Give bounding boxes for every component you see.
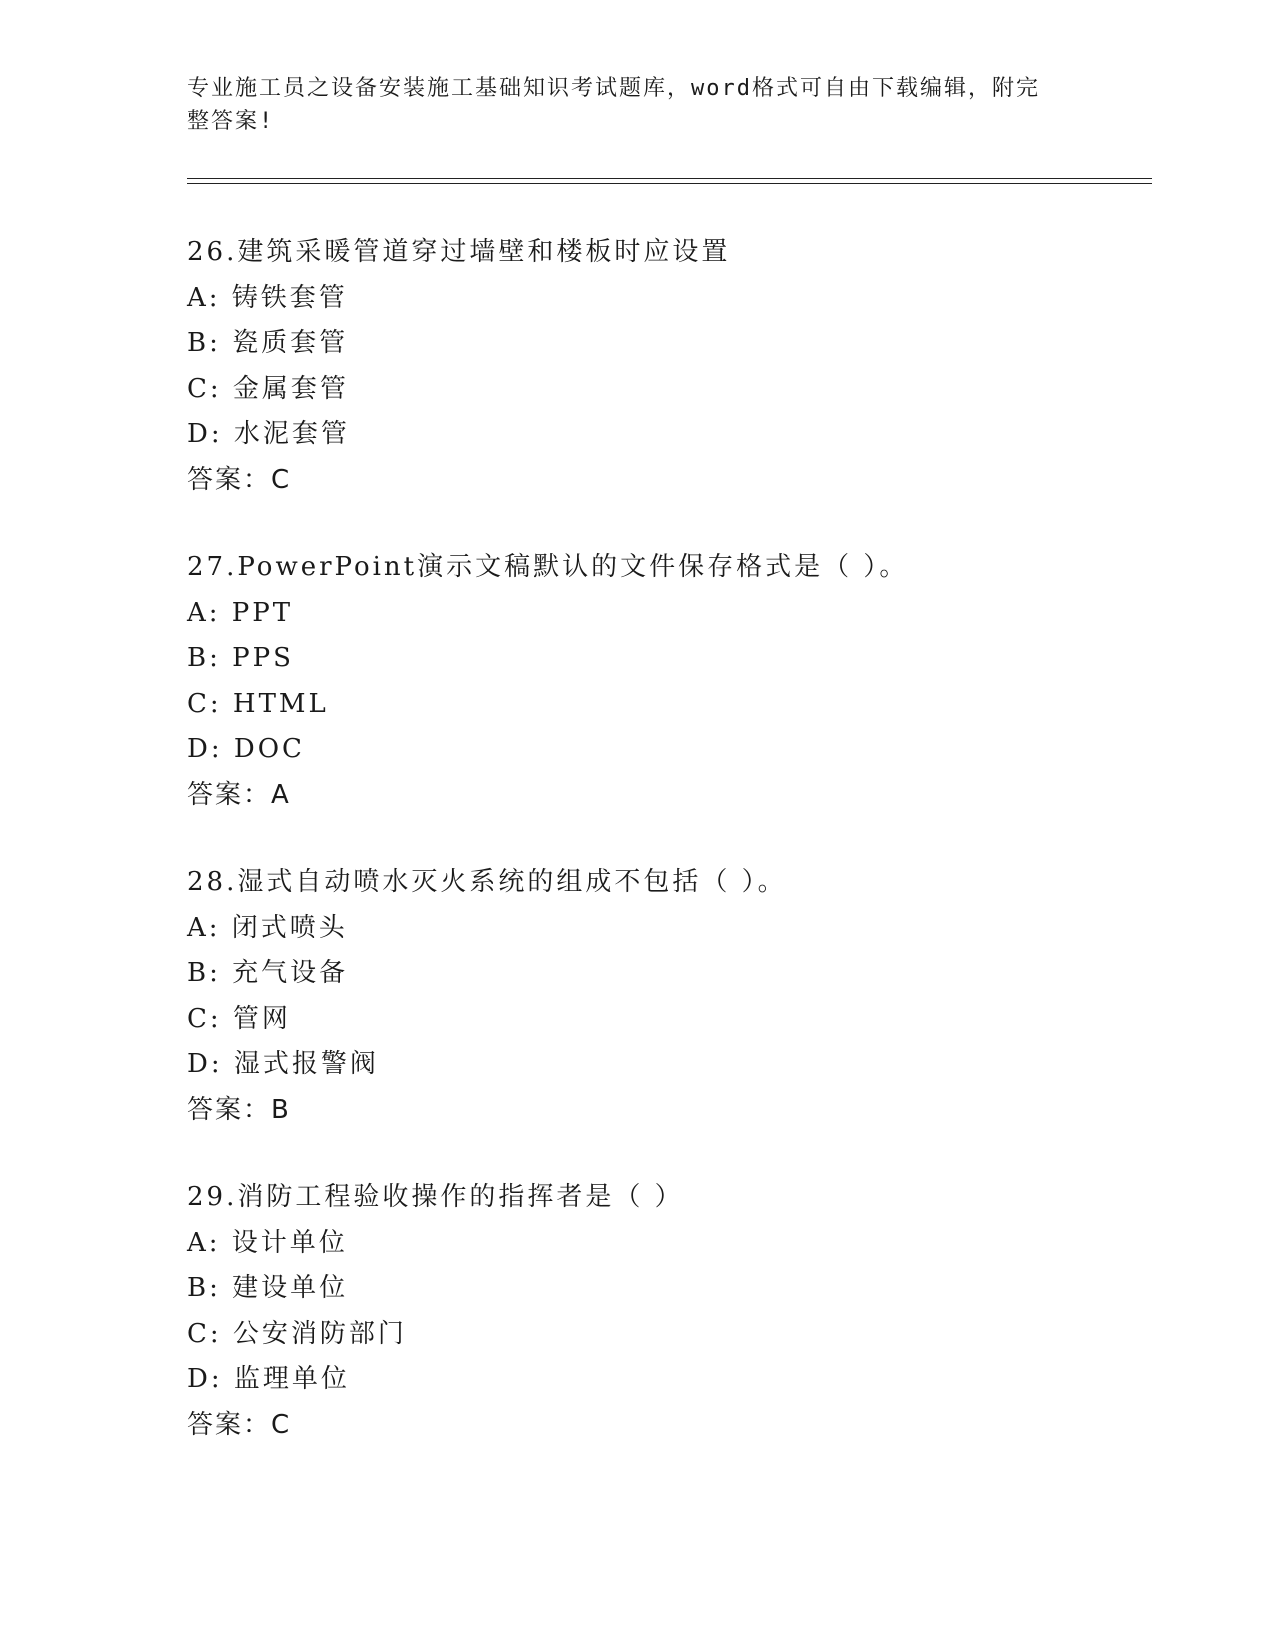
question-title: 27.PowerPoint演示文稿默认的文件保存格式是（ ）。 bbox=[187, 552, 909, 582]
option-b: B: 瓷质套管 bbox=[187, 328, 349, 358]
question-28 bbox=[187, 860, 1147, 1133]
option-c: C: 金属套管 bbox=[187, 373, 349, 404]
option-a: A: 闭式喷头 bbox=[187, 912, 348, 943]
question-title: 29.消防工程验收操作的指挥者是（ ） bbox=[187, 1182, 684, 1212]
question-title: 28.湿式自动喷水灭火系统的组成不包括（ ）。 bbox=[187, 867, 787, 897]
option-c: C: 公安消防部门 bbox=[187, 1318, 407, 1349]
answer: 答案：C bbox=[187, 1409, 292, 1440]
header-line-1: 专业施工员之设备安装施工基础知识考试题库，word格式可自由下载编辑，附完 bbox=[187, 76, 1040, 101]
header-divider-bottom bbox=[187, 183, 1152, 184]
option-d: D: 水泥套管 bbox=[187, 419, 350, 449]
question-26 bbox=[187, 230, 1147, 503]
option-d: D: 监理单位 bbox=[187, 1364, 350, 1394]
question-27 bbox=[187, 545, 1147, 818]
option-a: A: PPT bbox=[187, 597, 294, 628]
question-title: 26.建筑采暖管道穿过墙壁和楼板时应设置 bbox=[187, 237, 731, 267]
answer: 答案：C bbox=[187, 464, 292, 495]
header-line-2: 整答案! bbox=[187, 109, 275, 134]
answer: 答案：A bbox=[187, 779, 291, 810]
option-a: A: 铸铁套管 bbox=[187, 282, 348, 313]
option-d: D: DOC bbox=[187, 734, 305, 764]
option-c: C: 管网 bbox=[187, 1003, 291, 1034]
option-b: B: 建设单位 bbox=[187, 1273, 349, 1303]
document-header bbox=[187, 72, 1067, 138]
header-divider-top bbox=[187, 178, 1152, 179]
answer: 答案：B bbox=[187, 1094, 291, 1125]
option-c: C: HTML bbox=[187, 688, 329, 719]
option-b: B: PPS bbox=[187, 643, 294, 673]
option-a: A: 设计单位 bbox=[187, 1227, 348, 1258]
question-29 bbox=[187, 1175, 1147, 1448]
option-d: D: 湿式报警阀 bbox=[187, 1049, 379, 1079]
option-b: B: 充气设备 bbox=[187, 958, 349, 988]
